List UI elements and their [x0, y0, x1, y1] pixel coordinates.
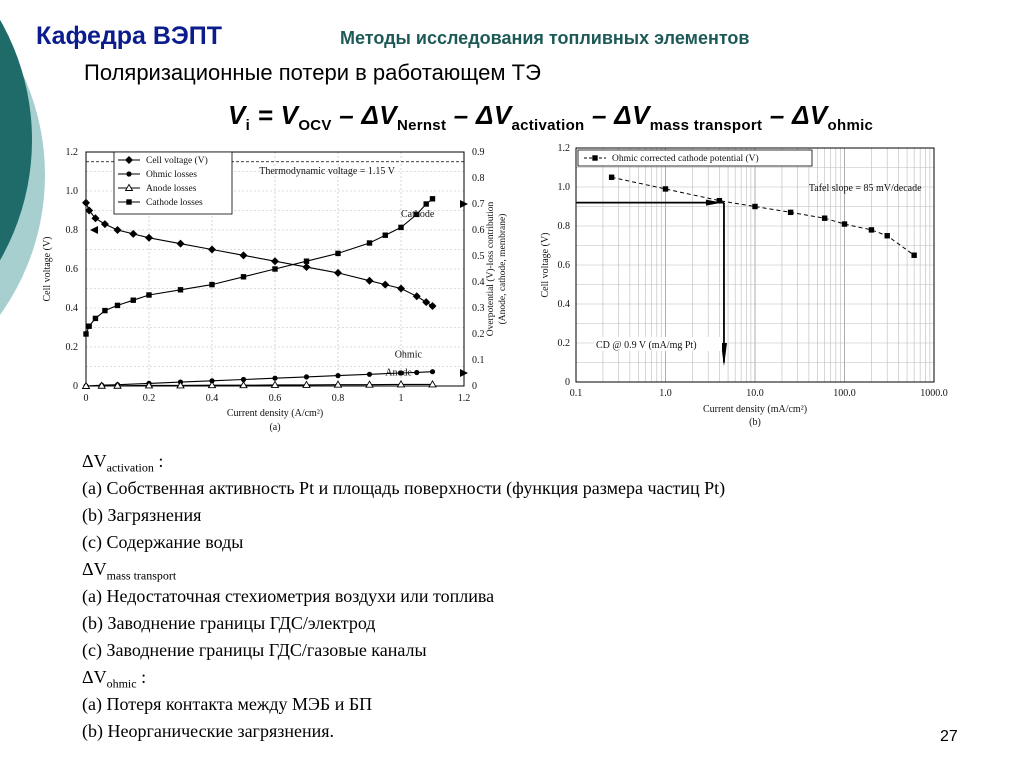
data-point [208, 246, 216, 254]
ohmic-item-a: (a) Потеря контакта между МЭБ и БП [82, 694, 373, 714]
data-point [115, 303, 120, 308]
data-point [82, 199, 90, 207]
y2-axis-label: Overpotential (V)-loss contribution [486, 201, 496, 337]
data-point [397, 285, 405, 293]
legend-label: Cathode losses [146, 198, 203, 208]
y-tick-label: 0.4 [65, 303, 78, 314]
x-tick-label: 0.4 [205, 393, 219, 404]
data-point [367, 372, 372, 377]
annotation-cathode: Cathode [401, 209, 435, 220]
data-point [241, 274, 246, 279]
x-tick-label: 1000.0 [920, 388, 948, 399]
data-point [822, 216, 827, 221]
data-point [429, 302, 437, 310]
page-number: 27 [940, 728, 958, 745]
data-point [146, 292, 151, 297]
data-point [101, 220, 109, 228]
data-point [272, 266, 277, 271]
legend-label: Ohmic corrected cathode potential (V) [612, 154, 759, 164]
y-tick-label: 0 [565, 377, 570, 388]
x-axis-label: Current density (A/cm²) [226, 408, 324, 419]
data-point [304, 374, 309, 379]
data-point [131, 298, 136, 303]
y-tick-label: 1.0 [65, 186, 78, 197]
data-point [398, 225, 403, 230]
annotation-ohmic: Ohmic [394, 349, 422, 361]
y-axis-label: Cell voltage (V) [42, 236, 53, 302]
data-point [430, 369, 435, 374]
data-point [383, 233, 388, 238]
data-point [83, 331, 88, 336]
y-tick-label: 1.0 [557, 182, 570, 193]
data-point [424, 201, 429, 206]
data-point [129, 230, 137, 238]
course-title: Методы исследования топливных элементов [340, 28, 750, 48]
data-point [86, 324, 91, 329]
data-point [381, 281, 389, 289]
x-tick-label: 0.2 [142, 393, 156, 404]
data-point [609, 175, 614, 180]
x-axis-label: Current density (mA/cm²) [702, 404, 808, 415]
x-tick-label: 0.8 [331, 393, 345, 404]
slide-title: Поляризационные потери в работающем ТЭ [84, 60, 541, 85]
y-tick-label: 1.2 [65, 147, 78, 158]
data-point [272, 376, 277, 381]
y2-axis-label-cont: (Anode, cathode, membrane) [498, 213, 508, 325]
data-point [93, 316, 98, 321]
data-point [114, 226, 122, 234]
y-tick-label: 0.2 [65, 342, 78, 353]
mass-transport-item-c: (c) Заводнение границы ГДС/газовые каналы [82, 640, 427, 660]
activation-item-a: (a) Собственная активность Pt и площадь поверхности (функция размера частиц Pt) [82, 478, 726, 498]
data-point [303, 263, 311, 271]
data-point [335, 251, 340, 256]
arrow-left [90, 226, 98, 234]
y2-tick-label: 0.6 [472, 225, 485, 236]
x-tick-label: 0 [83, 393, 89, 404]
panel-label: (b) [749, 417, 761, 428]
series-line [86, 372, 433, 386]
activation-heading: $\Delta V_{activation}$ : [82, 451, 164, 475]
data-point [788, 210, 793, 215]
ohmic-item-b: (b) Неорганические загрязнения. [82, 721, 334, 741]
data-point [367, 240, 372, 245]
x-tick-label: 100.0 [833, 388, 856, 399]
y-tick-label: 0.4 [557, 299, 570, 310]
loss-factors-list [82, 448, 725, 745]
y-tick-label: 0.2 [557, 338, 570, 349]
x-tick-label: 1 [398, 393, 404, 404]
data-point [430, 196, 435, 201]
data-point [240, 251, 248, 259]
activation-item-c: (c) Содержание воды [82, 532, 244, 552]
data-point [304, 259, 309, 264]
mass-transport-item-a: (a) Недостаточная стехиометрия воздухи или топлива [82, 586, 495, 606]
x-tick-label: 1.0 [659, 388, 672, 399]
y2-tick-label: 0.2 [472, 329, 485, 340]
data-point [422, 298, 430, 306]
data-point [414, 370, 419, 375]
legend-label: Ohmic losses [146, 170, 197, 180]
data-point [145, 234, 153, 242]
data-point [366, 277, 374, 285]
y-tick-label: 0.6 [557, 260, 570, 271]
tafel-chart-b [534, 138, 984, 428]
data-point [209, 282, 214, 287]
data-point [177, 240, 185, 248]
y2-tick-label: 0.1 [472, 355, 485, 366]
legend-marker [126, 199, 131, 204]
data-point [885, 233, 890, 238]
y-axis-label: Cell voltage (V) [540, 232, 551, 298]
data-point [663, 186, 668, 191]
y-tick-label: 0 [73, 381, 78, 392]
activation-item-b: (b) Загрязнения [82, 505, 202, 525]
polarization-chart-a [36, 138, 514, 438]
data-point [413, 292, 421, 300]
legend-label: Anode losses [146, 184, 197, 194]
panel-label: (a) [269, 422, 281, 433]
data-point [178, 287, 183, 292]
x-tick-label: 0.6 [268, 393, 282, 404]
legend-marker [126, 171, 131, 176]
x-tick-label: 1.2 [457, 393, 471, 404]
y2-tick-label: 0.9 [472, 147, 485, 158]
y-tick-label: 0.8 [557, 221, 570, 232]
y2-tick-label: 0.7 [472, 199, 485, 210]
mass-transport-heading: $\Delta V_{mass transport}$ [82, 559, 177, 583]
ohmic-heading: $\Delta V_{ohmic}$ : [82, 667, 147, 691]
y2-tick-label: 0.4 [472, 277, 485, 288]
voltage-equation: $V_i = V_{OCV} - \Delta V_{Nernst} - \Delta V_{activation} - \Delta V_{mass transport} - \Delta V_{ohmic}$ [228, 100, 874, 135]
y-tick-label: 1.2 [557, 143, 570, 154]
annotation-tafel: Tafel slope = 85 mV/decade [808, 182, 922, 194]
legend-marker [592, 155, 597, 160]
data-point [335, 373, 340, 378]
y2-tick-label: 0 [472, 381, 477, 392]
x-tick-label: 0.1 [569, 388, 583, 399]
data-point [869, 227, 874, 232]
y2-tick-label: 0.8 [472, 173, 485, 184]
y2-tick-label: 0.5 [472, 251, 485, 262]
x-tick-label: 10.0 [746, 388, 764, 399]
legend-label: Cell voltage (V) [146, 156, 208, 166]
annotation-cd: CD @ 0.9 V (mA/mg Pt) [596, 339, 697, 351]
data-point [102, 308, 107, 313]
data-point [271, 257, 279, 265]
data-point [911, 253, 916, 258]
annotation-anode: Anode [385, 367, 412, 379]
data-point [752, 204, 757, 209]
data-point [334, 269, 342, 277]
y-tick-label: 0.6 [65, 264, 78, 275]
department-label: Кафедра ВЭПТ [36, 22, 222, 50]
mass-transport-item-b: (b) Заводнение границы ГДС/электрод [82, 613, 376, 633]
y-tick-label: 0.8 [65, 225, 78, 236]
series-line [86, 203, 433, 306]
y2-tick-label: 0.3 [472, 303, 485, 314]
series-line [86, 199, 433, 334]
annotation-thermodynamic: Thermodynamic voltage = 1.15 V [259, 165, 395, 177]
data-point [842, 221, 847, 226]
